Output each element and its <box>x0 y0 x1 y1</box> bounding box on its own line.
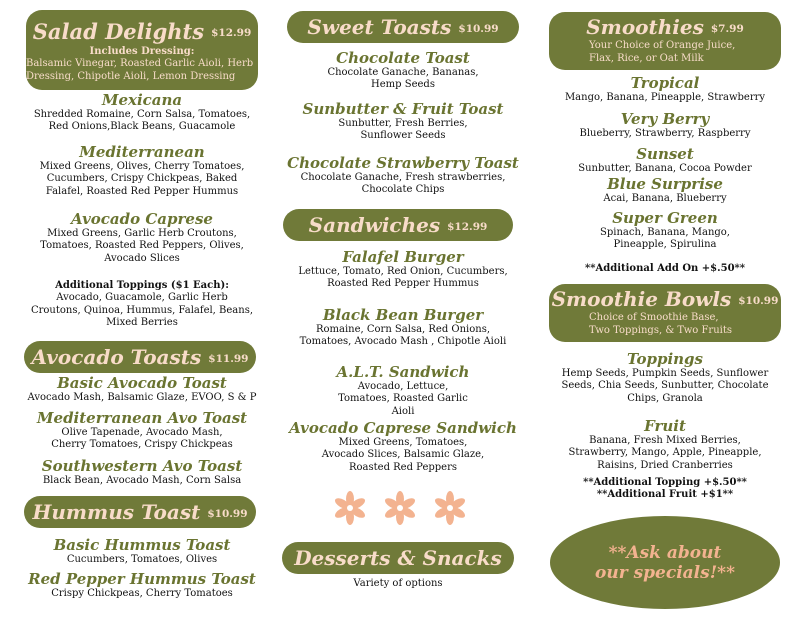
hummus-toast-price: $10.99 <box>207 508 248 520</box>
item-name: Chocolate Strawberry Toast <box>287 154 519 172</box>
salad-item <box>26 144 258 198</box>
item-desc: Romaine, Corn Salsa, Red Onions, Tomatoes, Avocado Mash , Chipotle Aioli <box>299 324 507 348</box>
flower-decoration <box>328 490 472 526</box>
item-name: Blue Surprise <box>607 175 723 193</box>
item-desc: Olive Tapenade, Avocado Mash, Cherry Tomatoes, Crispy Chickpeas <box>51 427 233 451</box>
item-desc: Crispy Chickpeas, Cherry Tomatoes <box>51 588 233 599</box>
item-name: Chocolate Toast <box>336 49 470 67</box>
item-desc: Mixed Greens, Garlic Herb Croutons, Tomatoes, Roasted Red Peppers, Olives, Avocado Slices <box>40 228 244 264</box>
salad-item <box>26 211 258 265</box>
item-desc: Lettuce, Tomato, Red Onion, Cucumbers, Roasted Red Pepper Hummus <box>298 266 508 290</box>
smoothie-item <box>549 75 781 104</box>
toppings-title: Toppings <box>627 350 703 368</box>
item-name: Very Berry <box>620 110 710 128</box>
item-desc: Shredded Romaine, Corn Salsa, Tomatoes, Red Onions,Black Beans, Guacamole <box>33 109 251 133</box>
dressing-label: Includes Dressing: <box>89 45 195 57</box>
smoothies-base: Your Choice of Orange Juice, Flax, Rice, or Oat Milk <box>589 40 736 64</box>
sweet-toasts-price: $10.99 <box>458 23 499 35</box>
item-desc: Sunbutter, Banana, Cocoa Powder <box>578 163 752 174</box>
item-name: Avocado Caprese Sandwich <box>289 419 517 437</box>
item-name: A.L.T. Sandwich <box>336 363 470 381</box>
item-name: Tropical <box>630 74 700 92</box>
smoothie-bowls-title: Smoothie Bowls <box>551 287 732 312</box>
avocado-toasts-price: $11.99 <box>208 353 249 365</box>
sandwiches-title: Sandwiches <box>308 213 441 237</box>
item-name: Red Pepper Hummus Toast <box>28 570 256 588</box>
avocado-toasts-header <box>24 341 256 373</box>
item-name: Basic Avocado Toast <box>57 374 227 392</box>
sweet-item <box>287 155 519 197</box>
salad-item <box>26 92 258 134</box>
sweet-toasts-header <box>287 11 519 43</box>
smoothie-bowls-base: Choice of Smoothie Base, Two Toppings, & Two Fruits <box>589 312 732 336</box>
fruit-list: Banana, Fresh Mixed Berries, Strawberry, Mango, Apple, Pineapple, Raisins, Dried Cranberries <box>568 435 762 471</box>
hummus-toast-header <box>24 496 256 528</box>
salad-header <box>26 10 258 90</box>
item-name: Sunset <box>636 145 694 163</box>
smoothie-item <box>549 210 781 252</box>
sandwiches-header <box>283 209 513 241</box>
toast-item <box>26 410 258 452</box>
toast-item <box>26 375 258 404</box>
item-desc: Sunbutter, Fresh Berries, Sunflower Seeds <box>338 118 468 142</box>
sandwich-item <box>287 364 519 418</box>
item-name: Mexicana <box>101 91 183 109</box>
smoothie-item <box>549 176 781 205</box>
salad-price: $12.99 <box>211 27 252 40</box>
toast-item <box>26 571 258 600</box>
item-desc: Chocolate Ganache, Bananas, Hemp Seeds <box>327 67 479 91</box>
item-desc: Mango, Banana, Pineapple, Strawberry <box>564 92 766 103</box>
item-desc: Avocado, Lettuce, Tomatoes, Roasted Garlic Aioli <box>338 381 468 417</box>
smoothies-price: $7.99 <box>710 23 744 36</box>
sandwiches-price: $12.99 <box>447 221 488 233</box>
desserts-desc: Variety of options <box>353 578 443 589</box>
avocado-toasts-title: Avocado Toasts <box>31 345 202 369</box>
item-desc: Acai, Banana, Blueberry <box>603 193 727 204</box>
smoothie-item <box>549 111 781 140</box>
additional-toppings <box>26 280 258 330</box>
smoothie-bowls-price: $10.99 <box>738 295 779 308</box>
sandwich-item <box>287 420 519 474</box>
flower-icon <box>383 491 416 525</box>
item-name: Mediterranean <box>79 143 205 161</box>
dressing-list: Balsamic Vinegar, Roasted Garlic Aioli, Herb Dressing, Chipotle Aioli, Lemon Dressing <box>26 58 254 82</box>
item-name: Mediterranean Avo Toast <box>36 409 248 427</box>
specials-text: **Ask about our specials!** <box>595 542 735 583</box>
hummus-toast-title: Hummus Toast <box>32 500 201 524</box>
desserts-header <box>282 542 514 574</box>
smoothies-header <box>549 12 781 70</box>
desserts-desc-block <box>282 578 514 590</box>
item-name: Falafel Burger <box>342 248 464 266</box>
toast-item <box>26 458 258 487</box>
item-desc: Blueberry, Strawberry, Raspberry <box>579 128 751 139</box>
smoothie-bowls-header <box>549 284 781 342</box>
specials-oval <box>550 516 780 609</box>
smoothie-item <box>549 146 781 175</box>
bowl-extras <box>549 477 781 502</box>
item-name: Basic Hummus Toast <box>53 536 231 554</box>
item-desc: Spinach, Banana, Mango, Pineapple, Spirulina <box>600 227 730 251</box>
toppings-list: Avocado, Guacamole, Garlic Herb Croutons, Quinoa, Hummus, Falafel, Beans, Mixed Berries <box>30 292 254 329</box>
item-name: Southwestern Avo Toast <box>41 457 243 475</box>
item-desc: Mixed Greens, Olives, Cherry Tomatoes, Cucumbers, Crispy Chickpeas, Baked Falafel, Roasted Red Pepper Hummus <box>39 161 245 197</box>
item-name: Black Bean Burger <box>322 306 484 324</box>
bowl-fruit <box>549 418 781 472</box>
item-desc: Chocolate Ganache, Fresh strawberries, Chocolate Chips <box>300 172 506 196</box>
sweet-item <box>287 50 519 92</box>
flower-icon <box>433 491 466 525</box>
item-name: Avocado Caprese <box>71 210 213 228</box>
item-desc: Mixed Greens, Tomatoes, Avocado Slices, Balsamic Glaze, Roasted Red Peppers <box>321 437 485 473</box>
addon-text: **Additional Add On +$.50** <box>585 263 745 274</box>
flower-icon <box>333 491 366 525</box>
sweet-item <box>287 101 519 143</box>
item-desc: Black Bean, Avocado Mash, Corn Salsa <box>42 475 242 486</box>
toppings-list: Hemp Seeds, Pumpkin Seeds, Sunflower Seeds, Chia Seeds, Sunbutter, Chocolate Chips, Granola <box>561 368 769 404</box>
sandwich-item <box>287 249 519 291</box>
item-desc: Avocado Mash, Balsamic Glaze, EVOO, S & P <box>27 392 257 403</box>
smoothie-addon <box>549 263 781 275</box>
item-desc: Cucumbers, Tomatoes, Olives <box>66 554 218 565</box>
item-name: Super Green <box>612 209 718 227</box>
toast-item <box>26 537 258 566</box>
toppings-label: Additional Toppings ($1 Each): <box>55 280 229 291</box>
salad-title: Salad Delights <box>32 18 205 44</box>
fruit-title: Fruit <box>644 417 686 435</box>
sandwich-item <box>287 307 519 349</box>
extra-fruit: **Additional Fruit +$1** <box>596 489 734 501</box>
bowl-toppings <box>549 351 781 405</box>
item-name: Sunbutter & Fruit Toast <box>302 100 504 118</box>
smoothies-title: Smoothies <box>586 15 704 40</box>
sweet-toasts-title: Sweet Toasts <box>307 15 452 39</box>
extra-topping: **Additional Topping +$.50** <box>583 477 747 488</box>
desserts-title: Desserts & Snacks <box>294 546 502 570</box>
